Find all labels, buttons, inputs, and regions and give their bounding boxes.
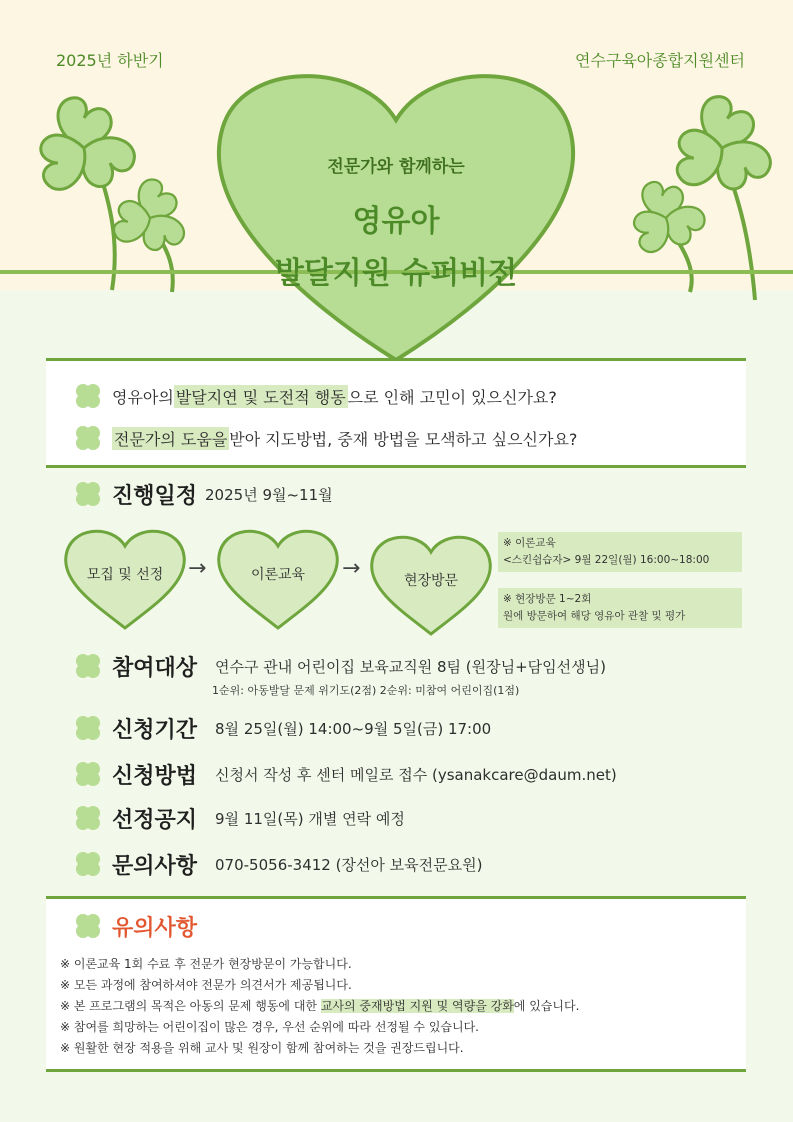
target-title: 참여대상 — [112, 655, 198, 681]
contact-row — [72, 848, 482, 880]
step-theory-label: 이론교육 — [250, 567, 306, 583]
note-theory-line2: <스킨쉽습자> 9월 22일(월) 16:00~18:00 — [503, 554, 710, 566]
question-1 — [72, 380, 557, 412]
caution-item-highlight: 교사의 중재방법 지원 및 역량을 강화 — [320, 999, 514, 1013]
step-visit — [366, 528, 496, 638]
schedule-period: 2025년 9월~11월 — [205, 485, 333, 504]
clover-bullet-icon — [72, 848, 104, 880]
clover-left-large — [27, 98, 141, 197]
caution-item — [60, 1038, 750, 1059]
caution-item-text: ※ 참여를 희망하는 어린이집이 많은 경우, 우선 순위에 따라 선정될 수 있습니다. — [60, 1020, 479, 1034]
year-label: 2025년 하반기 — [56, 51, 164, 70]
target-row — [72, 650, 606, 682]
divider-mid — [46, 465, 746, 468]
schedule-title: 진행일정 — [112, 483, 198, 509]
divider-caution-bottom — [46, 1069, 746, 1072]
caution-item — [60, 1017, 750, 1038]
clover-bullet-icon — [72, 422, 104, 454]
schedule-heading — [72, 478, 333, 510]
caution-item-text: ※ 원활한 현장 적용을 위해 교사 및 원장이 함께 참여하는 것을 권장드립니다. — [60, 1041, 464, 1055]
caution-heading — [72, 910, 197, 942]
hero-subtitle: 전문가와 함께하는 — [327, 157, 465, 177]
clover-bullet-icon — [72, 380, 104, 412]
apply-period-text: 8월 25일(월) 14:00~9월 5일(금) 17:00 — [215, 719, 492, 738]
clover-right-small — [624, 177, 708, 257]
contact-text: 070-5056-3412 (장선아 보육전문요원) — [215, 855, 483, 874]
clover-bullet-icon — [72, 650, 104, 682]
step-recruit-label: 모집 및 선정 — [86, 567, 164, 583]
apply-period-row — [72, 712, 491, 744]
note-visit-line2: 원에 방문하여 해당 영유아 관찰 및 평가 — [503, 610, 686, 622]
clover-left-small — [109, 176, 189, 260]
contact-title: 문의사항 — [112, 853, 198, 879]
clover-bullet-icon — [72, 712, 104, 744]
note-visit-line1: ※ 현장방문 1~2회 — [503, 593, 592, 605]
caution-item — [60, 996, 750, 1017]
caution-item-text: ※ 이론교육 1회 수료 후 전문가 현장방문이 가능합니다. — [60, 957, 352, 971]
hero-title-line2: 발달지원 슈퍼비전 — [274, 256, 518, 291]
caution-item-text: ※ 본 프로그램의 목적은 아동의 문제 행동에 대한 — [60, 999, 321, 1013]
step-recruit — [60, 522, 190, 632]
announce-title: 선정공지 — [112, 807, 198, 833]
caution-item-text: ※ 모든 과정에 참여하셔야 전문가 의견서가 제공됩니다. — [60, 978, 352, 992]
step-theory — [213, 522, 343, 632]
apply-method-text: 신청서 작성 후 센터 메일로 접수 (ysanakcare@daum.net) — [215, 765, 617, 784]
question-2-highlight: 전문가의 도움을 — [112, 427, 229, 450]
note-theory — [498, 532, 742, 572]
question-1-after: 으로 인해 고민이 있으신가요? — [347, 387, 557, 407]
caution-item — [60, 975, 750, 996]
announce-text: 9월 11일(목) 개별 연락 예정 — [215, 809, 405, 828]
question-2 — [72, 422, 577, 454]
note-visit — [498, 588, 742, 628]
apply-method-row — [72, 758, 617, 790]
apply-method-title: 신청방법 — [112, 763, 198, 789]
clover-bullet-icon — [72, 478, 104, 510]
question-1-highlight: 발달지연 및 도전적 행동 — [174, 385, 348, 408]
target-priority: 1순위: 아동발달 문제 위기도(2점) 2순위: 미참여 어린이집(1점) — [212, 684, 520, 697]
arrow-icon: → — [188, 556, 207, 581]
step-visit-label: 현장방문 — [403, 573, 459, 589]
note-theory-line1: ※ 이론교육 — [503, 537, 556, 549]
arrow-icon: → — [342, 556, 361, 581]
caution-list — [60, 954, 750, 1059]
question-2-after: 받아 지도방법, 중재 방법을 모색하고 싶으신가요? — [229, 429, 578, 449]
caution-title: 유의사항 — [112, 915, 198, 941]
clover-bullet-icon — [72, 758, 104, 790]
caution-item-text-after: 에 있습니다. — [513, 999, 580, 1013]
clover-right-large — [666, 94, 778, 201]
organization-label: 연수구육아종합지원센터 — [574, 51, 745, 70]
caution-item — [60, 954, 750, 975]
hero-title-line1: 영유아 — [352, 204, 440, 239]
clover-bullet-icon — [72, 910, 104, 942]
question-1-before: 영유아의 — [112, 387, 174, 407]
apply-period-title: 신청기간 — [112, 717, 198, 743]
clover-bullet-icon — [72, 802, 104, 834]
target-text: 연수구 관내 어린이집 보육교직원 8팀 (원장님+담임선생님) — [215, 657, 606, 676]
announce-row — [72, 802, 405, 834]
